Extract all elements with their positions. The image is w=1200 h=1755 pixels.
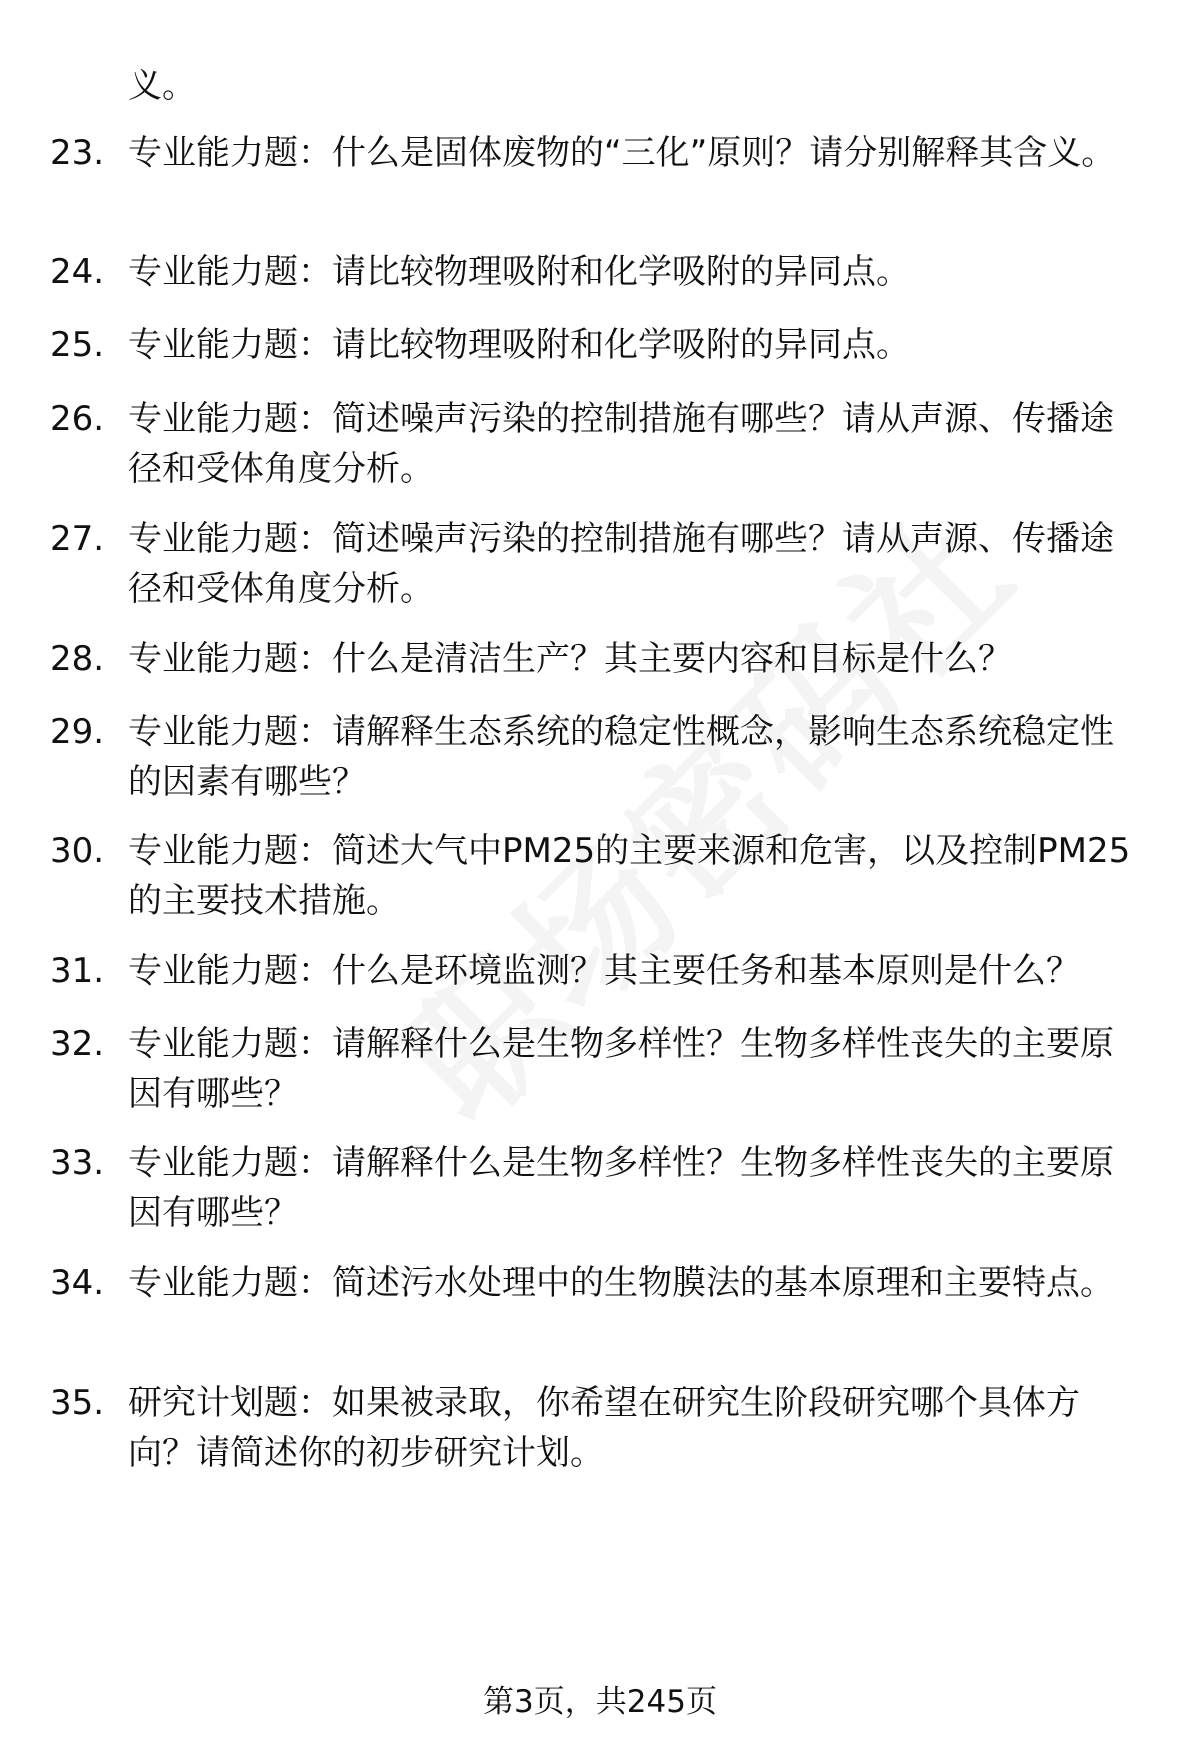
item-text: 专业能力题：请解释什么是生物多样性？生物多样性丧失的主要原因有哪些？ (128, 1024, 1114, 1114)
item-number: 25. (50, 325, 105, 365)
item-text: 专业能力题：什么是固体废物的“三化”原则？请分别解释其含义。 (128, 133, 1116, 173)
item-text: 专业能力题：简述污水处理中的生物膜法的基本原理和主要特点。 (128, 1263, 1114, 1303)
item-number: 30. (50, 831, 105, 871)
item-text: 专业能力题：简述大气中PM25的主要来源和危害，以及控制PM25的主要技术措施。 (128, 831, 1131, 921)
item-text: 专业能力题：简述噪声污染的控制措施有哪些？请从声源、传播途径和受体角度分析。 (128, 519, 1114, 609)
item-text: 研究计划题：如果被录取，你希望在研究生阶段研究哪个具体方向？请简述你的初步研究计划。 (128, 1383, 1080, 1473)
item-number: 27. (50, 519, 105, 559)
item-number: 31. (50, 951, 105, 991)
item-number: 33. (50, 1143, 105, 1183)
item-number: 28. (50, 639, 105, 679)
item-number: 24. (50, 252, 105, 292)
page-footer: 第3页，共245页 (483, 1684, 717, 1720)
item-number: 26. (50, 399, 105, 439)
item-number: 29. (50, 712, 105, 752)
item-number: 32. (50, 1024, 105, 1064)
item-text: 专业能力题：请解释生态系统的稳定性概念，影响生态系统稳定性的因素有哪些？ (128, 712, 1114, 802)
continuation-text: 义。 (128, 66, 196, 106)
item-text: 专业能力题：请解释什么是生物多样性？生物多样性丧失的主要原因有哪些？ (128, 1143, 1114, 1233)
item-text: 专业能力题：请比较物理吸附和化学吸附的异同点。 (128, 325, 910, 365)
item-text: 专业能力题：什么是清洁生产？其主要内容和目标是什么？ (128, 639, 1012, 679)
item-text: 专业能力题：请比较物理吸附和化学吸附的异同点。 (128, 252, 910, 292)
item-text: 专业能力题：什么是环境监测？其主要任务和基本原则是什么？ (128, 951, 1080, 991)
item-number: 35. (50, 1383, 105, 1423)
item-text: 专业能力题：简述噪声污染的控制措施有哪些？请从声源、传播途径和受体角度分析。 (128, 399, 1114, 489)
item-number: 23. (50, 133, 105, 173)
item-number: 34. (50, 1263, 105, 1303)
